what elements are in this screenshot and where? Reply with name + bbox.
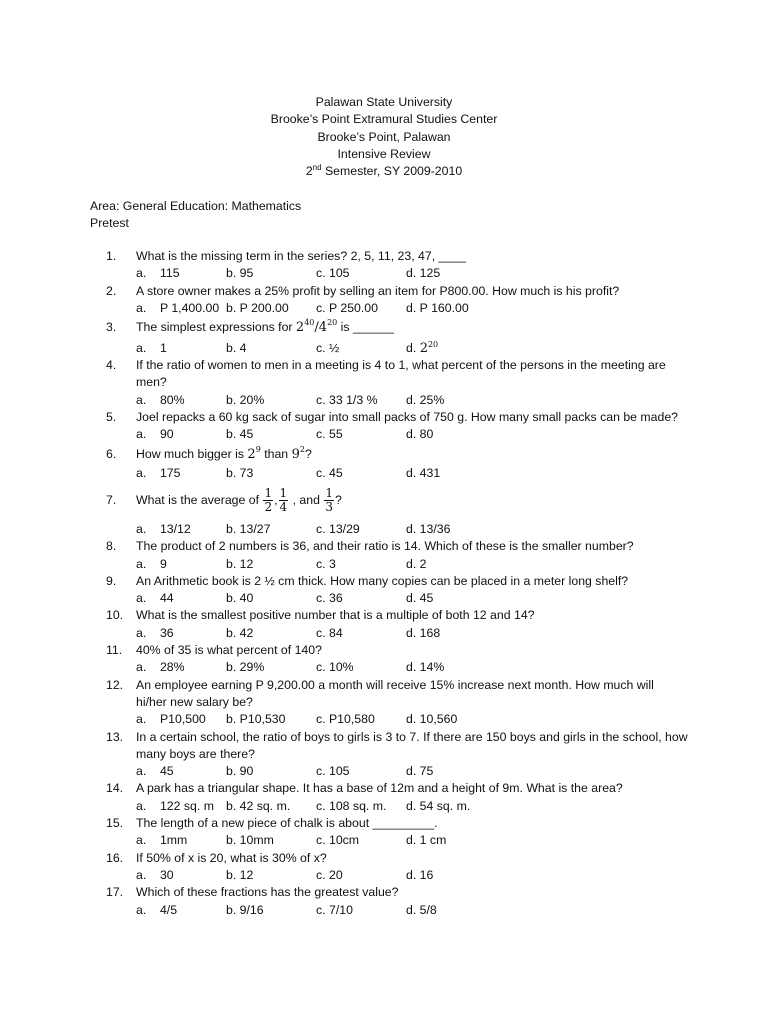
choices-1 xyxy=(0,265,768,282)
choice-b: b. 95 xyxy=(226,266,254,281)
question-text: A park has a triangular shape. It has a base of 12m and a height of 9m. What is the area? xyxy=(136,781,623,796)
question-1 xyxy=(0,248,768,265)
choices-16 xyxy=(0,867,768,884)
choice-b: b. 42 xyxy=(226,625,254,640)
choice-a: a. 1mm xyxy=(136,833,188,848)
question-number: 5. xyxy=(106,410,117,425)
choice-c: c. 33 1/3 % xyxy=(316,392,378,407)
question-text: An employee earning P 9,200.00 a month will receive 15% increase next month. How much will hi/her new salary be? xyxy=(136,677,654,709)
question-number: 10. xyxy=(106,608,124,623)
choice-b: b. P10,530 xyxy=(226,712,286,727)
question-number: 1. xyxy=(106,249,117,263)
choices-13 xyxy=(0,763,768,780)
choice-a: a. 4/5 xyxy=(136,902,178,917)
question-number: 4. xyxy=(106,358,117,373)
question-number: 12. xyxy=(106,677,124,692)
area-block xyxy=(90,198,301,233)
choice-c: c. 10cm xyxy=(316,833,360,848)
choices-7 xyxy=(0,521,768,538)
question-text: Joel repacks a 60 kg sack of sugar into small packs of 750 g. How many small packs can be made? xyxy=(136,410,679,425)
choice-b: b. 40 xyxy=(226,591,254,606)
fraction-quarter: $\frac{1}{4}$ xyxy=(279,486,288,515)
choices-8 xyxy=(0,556,768,573)
choice-c: c. P10,580 xyxy=(316,712,375,727)
choice-d: d. 75 xyxy=(406,764,434,779)
fraction-third: $\frac{1}{3}$ xyxy=(325,486,333,515)
choice-d: d. 14% xyxy=(406,660,445,675)
choice-a: a. 115 xyxy=(136,266,180,281)
question-text: A store owner makes a 25% profit by selling an item for P800.00. How much is his profit? xyxy=(136,283,620,298)
question-number: 16. xyxy=(106,850,124,865)
choice-c: c. 108 sq. m. xyxy=(316,798,387,813)
choices-11 xyxy=(0,659,768,676)
choices-10 xyxy=(0,625,768,642)
choice-b: b. 73 xyxy=(226,465,254,480)
choice-b: b. 12 xyxy=(226,867,254,882)
choice-a: a. 122 sq. m xyxy=(136,798,214,813)
question-text: What is the smallest positive number that is a multiple of both 12 and 14? xyxy=(136,608,535,623)
choice-c: c. ½ xyxy=(316,341,340,356)
question-text: The product of 2 numbers is 36, and their ratio is 14. Which of these is the smaller number? xyxy=(136,539,634,554)
choices-4 xyxy=(0,392,768,409)
choice-a: a. 175 xyxy=(136,465,181,480)
question-number: 13. xyxy=(106,729,124,744)
choice-a: a. 30 xyxy=(136,867,174,882)
choice-d: d. 25% xyxy=(406,392,445,407)
question-text: In a certain school, the ratio of boys to girls is 3 to 7. If there are 150 boys and girls in the school, how many boys are there? xyxy=(136,729,688,761)
question-11 xyxy=(0,642,768,659)
question-number: 11. xyxy=(106,643,123,658)
choices-2 xyxy=(0,300,768,317)
choice-d: d. 5/8 xyxy=(406,902,437,917)
choice-d: d. 13/36 xyxy=(406,521,451,536)
choice-c: c. 20 xyxy=(316,867,343,882)
choice-a: a. 36 xyxy=(136,625,174,640)
question-number: 6. xyxy=(106,446,117,461)
choice-d: d. 45 xyxy=(406,591,434,606)
choice-c: c. 7/10 xyxy=(316,902,353,917)
choice-c: c. 55 xyxy=(316,427,343,442)
choice-d: d. 2 xyxy=(406,556,427,571)
question-8 xyxy=(0,538,768,555)
choice-a: a. 28% xyxy=(136,660,185,675)
question-6: 6. How much bigger is $2^9$ than $9^2$? xyxy=(106,444,312,462)
choices-12 xyxy=(0,711,768,728)
question-14 xyxy=(0,780,768,797)
question-5 xyxy=(0,409,768,426)
university-name: Palawan State University xyxy=(315,95,453,109)
area-label: Area: General Education: Mathematics xyxy=(90,199,302,213)
question-text: If the ratio of women to men in a meeting is 4 to 1, what percent of the persons in the meeting are men? xyxy=(136,358,666,390)
choice-a: a. 1 xyxy=(136,341,167,356)
question-9 xyxy=(0,573,768,590)
question-number: 3. xyxy=(106,320,117,335)
question-text: Which of these fractions has the greatest value? xyxy=(136,885,399,900)
choice-c: c. 3 xyxy=(316,556,336,571)
choices-6 xyxy=(0,465,768,482)
question-3: 3. The simplest expressions for $2^{40}/4^{20}$ is ______ xyxy=(106,318,394,336)
question-12 xyxy=(0,677,768,712)
question-10 xyxy=(0,607,768,624)
pretest-label: Pretest xyxy=(90,216,129,231)
choice-b: b. 45 xyxy=(226,427,254,442)
question-text: The length of a new piece of chalk is about _________. xyxy=(136,816,438,831)
choices-3 xyxy=(0,338,768,357)
question-16 xyxy=(0,850,768,867)
choice-c: c. 105 xyxy=(316,266,350,281)
location: Brooke’s Point, Palawan xyxy=(317,129,451,144)
question-number: 14. xyxy=(106,781,124,796)
question-number: 9. xyxy=(106,573,117,588)
question-7: 7. What is the average of $\frac{1}{2}$ , $\frac{1}{4}$ , and $\frac{1}{3}$ ? xyxy=(106,486,342,515)
center-name: Brooke’s Point Extramural Studies Center xyxy=(270,112,498,127)
question-number: 17. xyxy=(106,885,124,900)
math-expression: $2^9$ xyxy=(247,444,261,462)
question-number: 15. xyxy=(106,816,124,831)
question-15 xyxy=(0,815,768,832)
choice-d: d. 16 xyxy=(406,867,434,882)
question-2 xyxy=(0,283,768,300)
choice-d: d. 10,560 xyxy=(406,712,458,727)
choice-b: b. 4 xyxy=(226,341,247,356)
semester-line: 2nd Semester, SY 2009-2010 xyxy=(305,163,463,179)
choice-b: b. P 200.00 xyxy=(226,300,289,315)
question-text: What is the missing term in the series? 2, 5, 11, 23, 47, ____ xyxy=(136,249,466,263)
choices-14 xyxy=(0,798,768,815)
math-expression: $9^2$ xyxy=(291,444,305,462)
choice-c: c. 105 xyxy=(316,764,350,779)
choice-c: c. 45 xyxy=(316,465,343,480)
choice-c: c. 36 xyxy=(316,591,343,606)
choice-b: b. 13/27 xyxy=(226,521,271,536)
choice-a: a. 80% xyxy=(136,392,185,407)
choice-c: c. P 250.00 xyxy=(316,300,378,315)
choice-a: a. 90 xyxy=(136,427,174,442)
question-number: 8. xyxy=(106,539,117,554)
choice-b: b. 10mm xyxy=(226,833,274,848)
question-4 xyxy=(0,357,768,392)
choices-15 xyxy=(0,832,768,849)
choice-b: b. 42 sq. m. xyxy=(226,798,291,813)
choices-9 xyxy=(0,590,768,607)
choice-c: c. 84 xyxy=(316,625,343,640)
choice-d: d. $2^{20}$ xyxy=(406,340,439,357)
choice-a: a. 44 xyxy=(136,591,174,606)
choice-a: a. 9 xyxy=(136,556,167,571)
choices-17 xyxy=(0,902,768,919)
choice-d: d. 80 xyxy=(406,427,434,442)
question-number: 7. xyxy=(106,492,117,507)
question-text: If 50% of x is 20, what is 30% of x? xyxy=(136,850,327,865)
document-header xyxy=(0,94,768,180)
choice-d: d. 125 xyxy=(406,266,441,281)
choice-a: a. 13/12 xyxy=(136,521,191,536)
math-expression: $2^{40}/4^{20}$ xyxy=(295,318,338,336)
choice-c: c. 13/29 xyxy=(316,521,360,536)
choice-d: d. 168 xyxy=(406,625,441,640)
choice-a: a. P10,500 xyxy=(136,712,206,727)
choice-d: d. 1 cm xyxy=(406,833,447,848)
question-13 xyxy=(0,729,768,764)
choice-b: b. 29% xyxy=(226,660,265,675)
question-text: An Arithmetic book is 2 ½ cm thick. How many copies can be placed in a meter long shelf? xyxy=(136,573,629,588)
choice-d: d. 431 xyxy=(406,465,441,480)
choice-d: d. P 160.00 xyxy=(406,300,469,315)
question-list xyxy=(0,248,768,919)
review-title: Intensive Review xyxy=(337,146,431,161)
choice-d: d. 54 sq. m. xyxy=(406,798,471,813)
choice-b: b. 20% xyxy=(226,392,265,407)
question-number: 2. xyxy=(106,283,117,298)
choices-5 xyxy=(0,426,768,443)
choice-b: b. 12 xyxy=(226,556,254,571)
choice-a: a. 45 xyxy=(136,764,174,779)
choice-a: a. P 1,400.00 xyxy=(136,300,220,315)
choice-c: c. 10% xyxy=(316,660,354,675)
question-17 xyxy=(0,884,768,901)
choice-b: b. 9/16 xyxy=(226,902,264,917)
choice-b: b. 90 xyxy=(226,764,254,779)
fraction-half: $\frac{1}{2}$ xyxy=(264,486,273,515)
question-text: 40% of 35 is what percent of 140? xyxy=(136,643,322,658)
